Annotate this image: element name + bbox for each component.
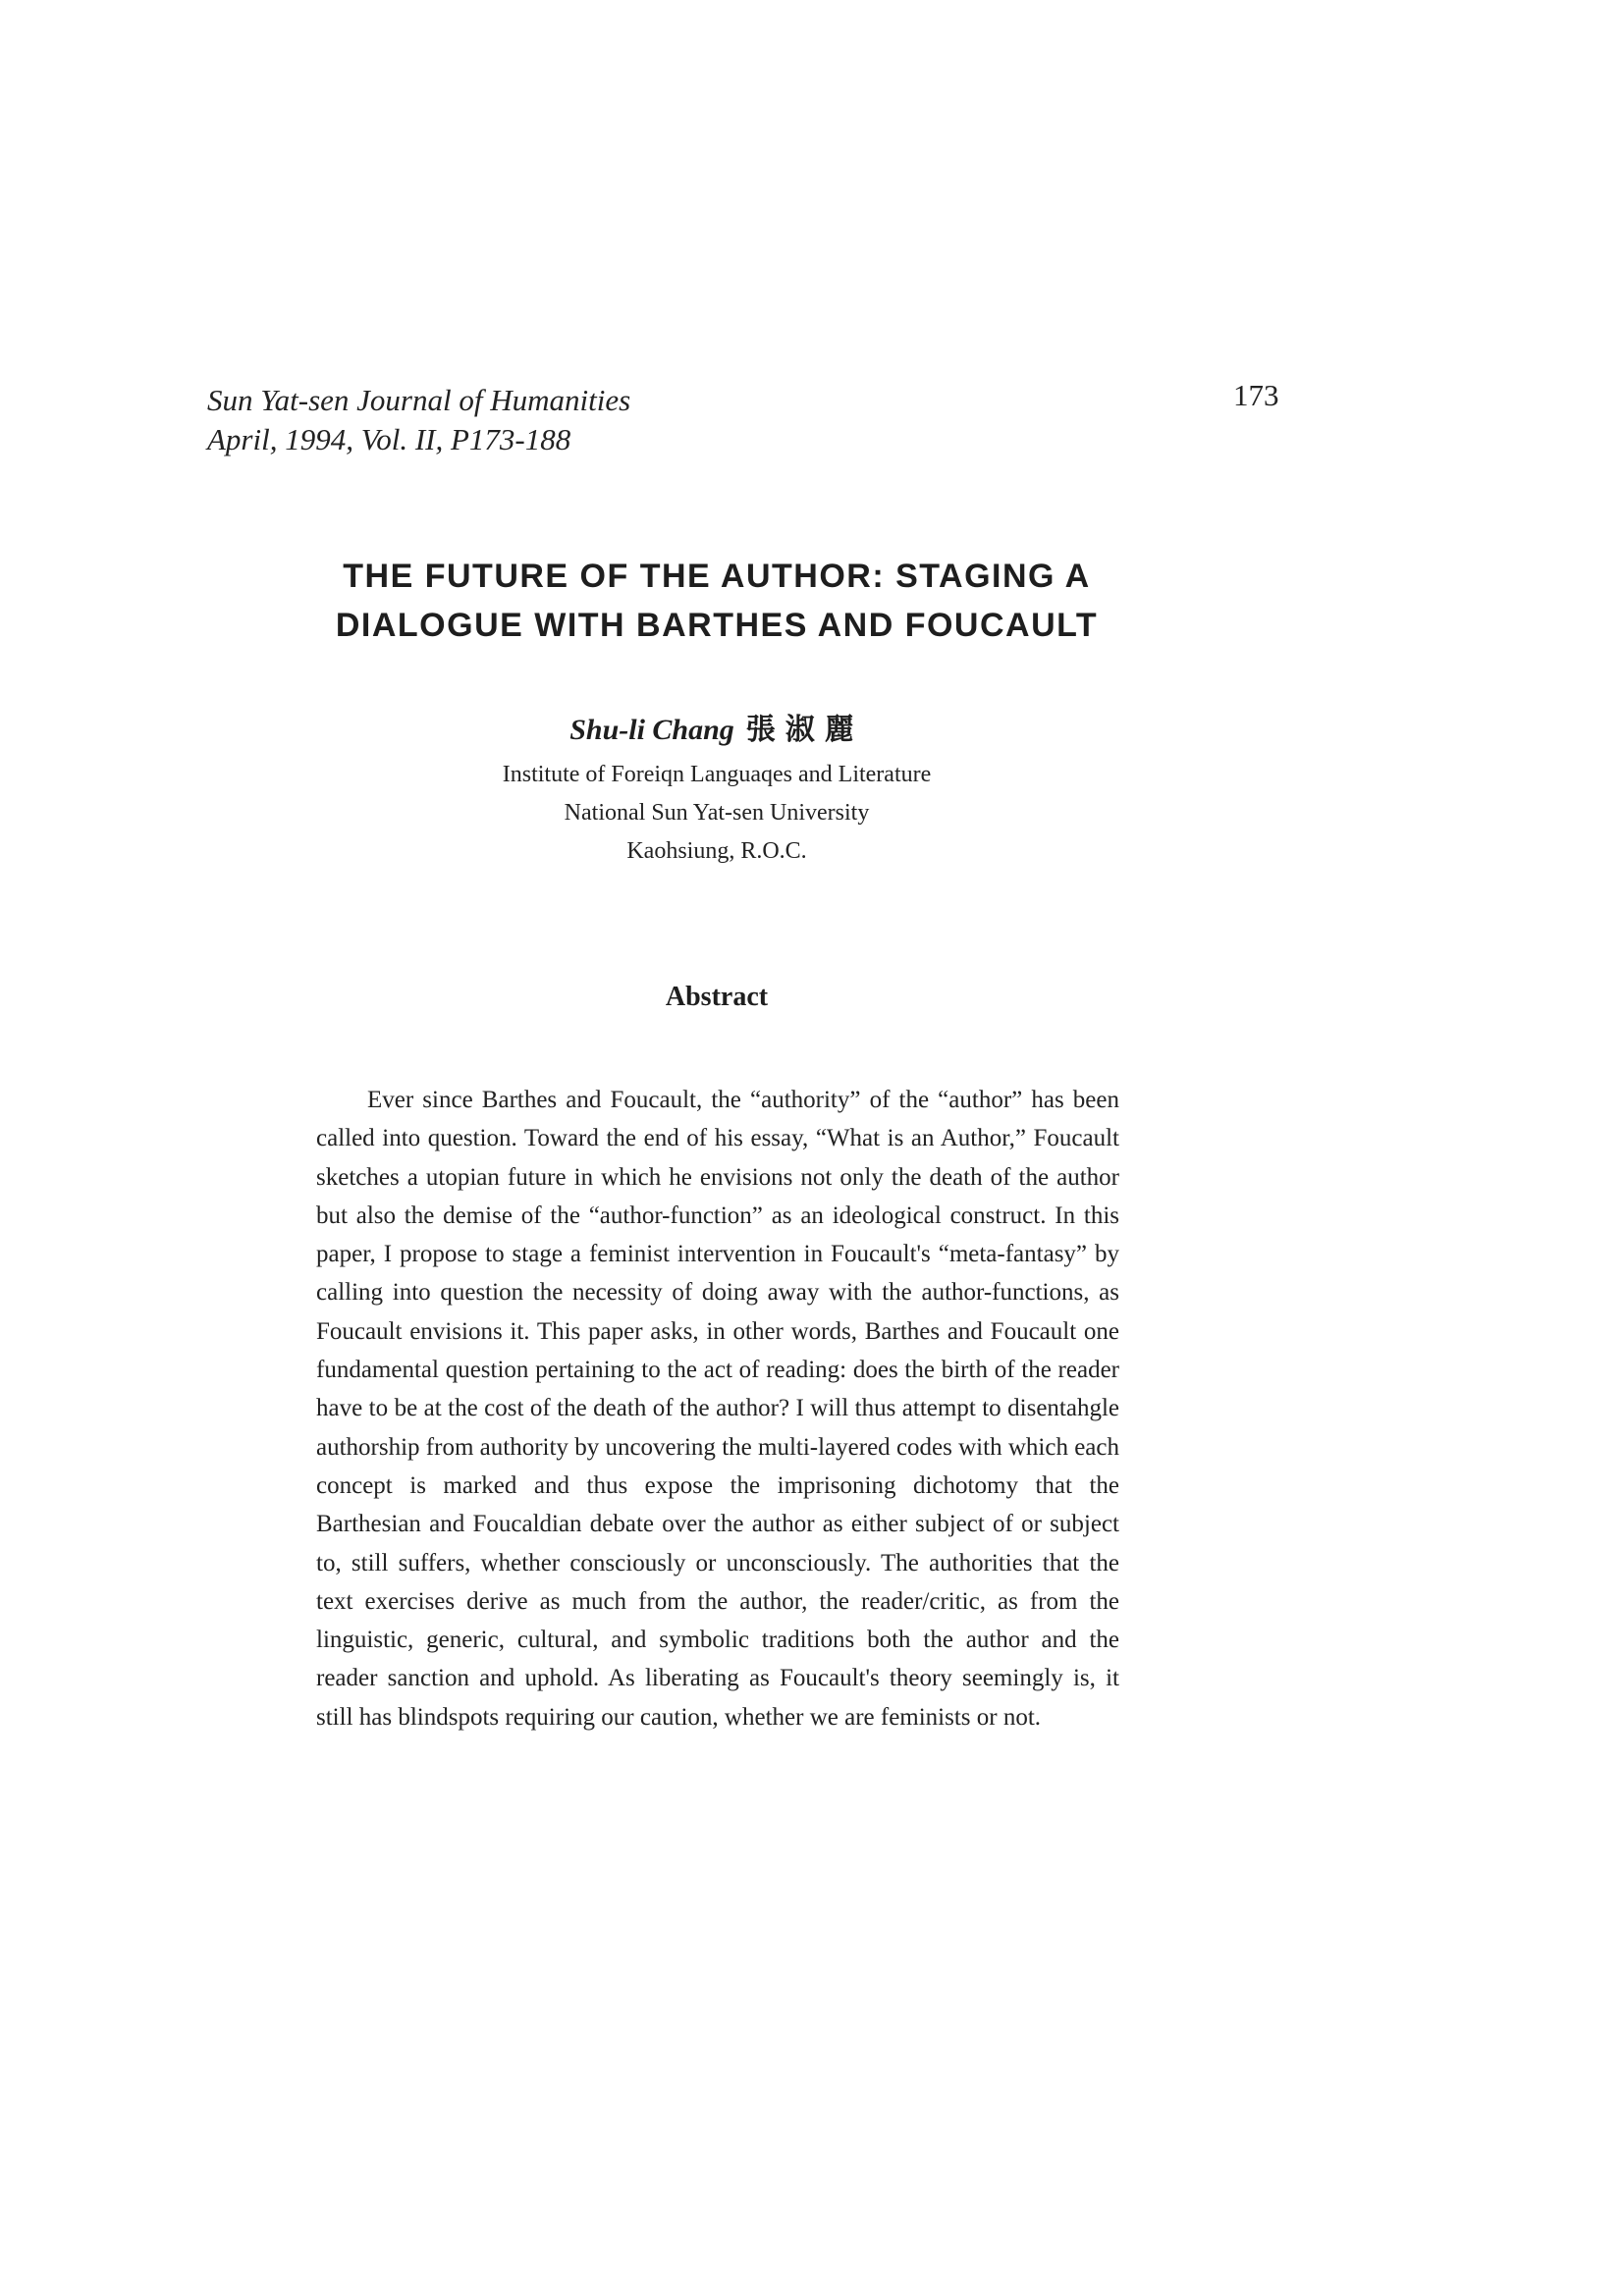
abstract-heading: Abstract xyxy=(665,982,769,1012)
paper-title-line-1: THE FUTURE OF THE AUTHOR: STAGING A xyxy=(343,558,1091,595)
journal-name: Sun Yat-sen Journal of Humanities xyxy=(207,383,631,417)
journal-citation xyxy=(207,381,630,459)
abstract-body: Ever since Barthes and Foucault, the “authority” of the “author” has been called into question. Toward the end of his essay, “What is an Author,” Foucault sketches a utopian future in which he envisions not only the death of the author but also the demise of the “author-function” as an ideological construct. In this paper, I propose to stage a feminist intervention in Foucault's “meta-fantasy” by calling into question the necessity of doing away with the author-functions, as Foucault envisions it. This paper asks, in other words, Barthes and Foucault one fundamental question pertaining to the act of reading: does the birth of the reader have to be at the cost of the death of the author? I will thus attempt to disentahgle authorship from authority by uncovering the multi-layered codes with which each concept is marked and thus expose the imprisoning dichotomy that the Barthesian and Foucaldian debate over the author as either subject of or subject to, still suffers, whether consciously or unconsciously. The authorities that the text exercises derive as much from the author, the reader/critic, as from the linguistic, generic, cultural, and symbolic traditions both the author and the reader sanction and uphold. As liberating as Foucault's theory seemingly is, it still has blindspots requiring our caution, whether we are feminists or not. xyxy=(316,1087,1119,1731)
journal-issue: April, 1994, Vol. II, P173-188 xyxy=(207,422,571,456)
author-byline xyxy=(0,705,1434,748)
affiliation-location: Kaohsiung, R.O.C. xyxy=(626,838,807,864)
paper-title xyxy=(0,552,1434,650)
affiliation-university: National Sun Yat-sen University xyxy=(564,800,870,826)
paper-title-line-2: DIALOGUE WITH BARTHES AND FOUCAULT xyxy=(335,607,1099,644)
author-affiliation xyxy=(0,756,1434,871)
affiliation-institute: Institute of Foreiqn Languaqes and Literature xyxy=(502,762,932,787)
author-name: Shu-li Chang xyxy=(569,714,734,746)
author-name-chinese: 張淑麗 xyxy=(745,713,864,747)
page-number: 173 xyxy=(1233,378,1279,412)
